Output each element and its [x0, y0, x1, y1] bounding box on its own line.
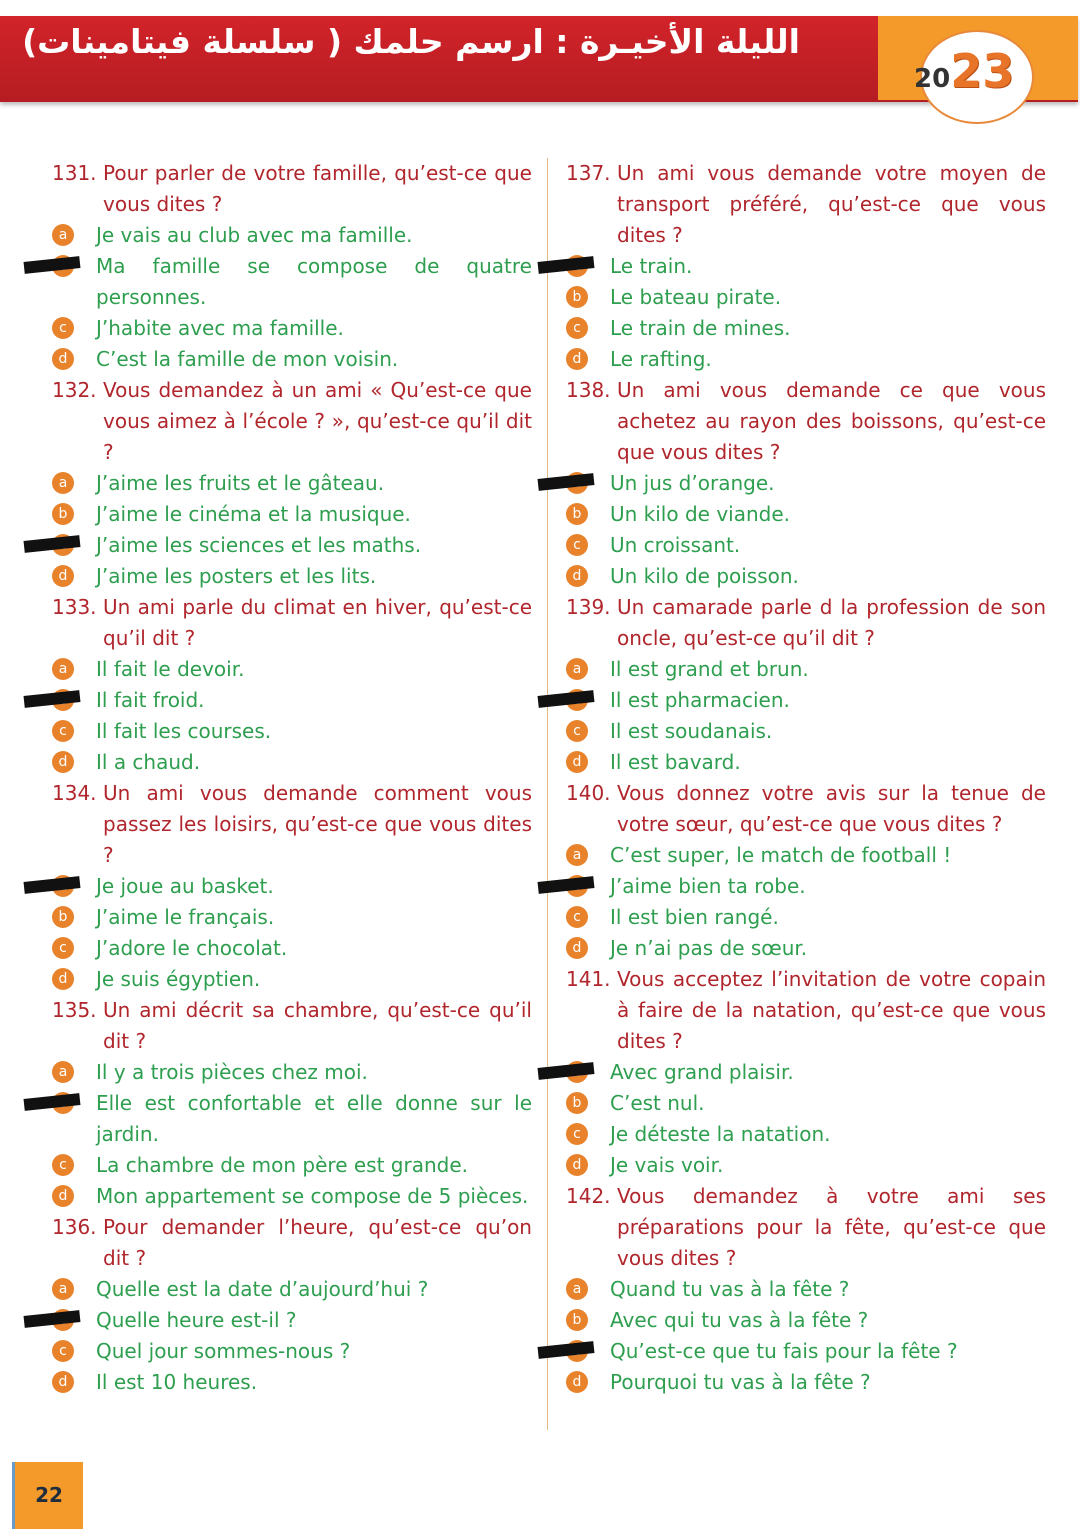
option-letter-badge: a — [52, 658, 74, 680]
option-text: C’est nul. — [610, 1091, 705, 1115]
option-text: La chambre de mon père est grande. — [96, 1153, 468, 1177]
option-text: Il fait froid. — [96, 688, 205, 712]
option-text: Un croissant. — [610, 533, 741, 557]
answer-option[interactable] — [566, 282, 1046, 313]
option-text: Le bateau pirate. — [610, 285, 782, 309]
option-letter-badge: a — [52, 472, 74, 494]
question-text: Vous demandez à un ami « Qu’est-ce que vous aimez à l’école ? », qu’est-ce qu’il dit ? — [103, 378, 532, 464]
option-letter-badge: d — [566, 937, 588, 959]
question — [566, 964, 1046, 1057]
answer-option[interactable] — [566, 1057, 1046, 1088]
answer-option[interactable] — [52, 747, 532, 778]
option-text: Il est soudanais. — [610, 719, 773, 743]
option-text: Je vais au club avec ma famille. — [96, 223, 413, 247]
answer-option[interactable] — [566, 840, 1046, 871]
page-number: 22 — [12, 1462, 83, 1529]
answer-option[interactable] — [566, 344, 1046, 375]
question-number: 140. — [566, 781, 611, 805]
question-number: 131. — [52, 161, 97, 185]
option-text: Ma famille se compose de quatre personnes. — [96, 254, 532, 309]
question — [52, 375, 532, 468]
option-text: Il est bien rangé. — [610, 905, 779, 929]
option-text: J’habite avec ma famille. — [96, 316, 344, 340]
question-number: 132. — [52, 378, 97, 402]
answer-option[interactable] — [52, 654, 532, 685]
answer-option[interactable] — [52, 468, 532, 499]
answer-option[interactable] — [566, 251, 1046, 282]
answer-option[interactable] — [52, 716, 532, 747]
option-text: Il est pharmacien. — [610, 688, 790, 712]
option-letter-badge: d — [566, 1154, 588, 1176]
answer-option[interactable] — [52, 902, 532, 933]
question-number: 134. — [52, 781, 97, 805]
answer-option[interactable] — [566, 902, 1046, 933]
question-text: Un ami parle du climat en hiver, qu’est-ce qu’il dit ? — [103, 595, 532, 650]
option-text: Il est bavard. — [610, 750, 741, 774]
option-text: C’est super, le match de football ! — [610, 843, 952, 867]
option-text: J’aime le français. — [96, 905, 275, 929]
left-question-column — [52, 158, 532, 1398]
question-text: Vous demandez à votre ami ses préparations pour la fête, qu’est-ce que vous dites ? — [617, 1184, 1046, 1270]
option-text: Le train. — [610, 254, 693, 278]
answer-option[interactable] — [566, 561, 1046, 592]
option-text: Un kilo de viande. — [610, 502, 790, 526]
answer-option[interactable] — [52, 1088, 532, 1150]
year-prefix: 20 — [914, 64, 951, 94]
year-label — [914, 44, 1014, 98]
answer-option[interactable] — [52, 220, 532, 251]
option-letter-badge: d — [566, 751, 588, 773]
answer-option[interactable] — [566, 654, 1046, 685]
question-number: 139. — [566, 595, 611, 619]
option-letter-badge: c — [52, 937, 74, 959]
option-letter-badge: b — [52, 503, 74, 525]
option-text: Il a chaud. — [96, 750, 201, 774]
answer-option[interactable] — [52, 933, 532, 964]
option-text: Il y a trois pièces chez moi. — [96, 1060, 368, 1084]
option-letter-badge: a — [566, 1278, 588, 1300]
answer-option[interactable] — [566, 1119, 1046, 1150]
option-letter-badge: d — [566, 348, 588, 370]
option-letter-badge: c — [566, 317, 588, 339]
question-number: 136. — [52, 1215, 97, 1239]
question — [566, 375, 1046, 468]
option-letter-badge: c — [566, 720, 588, 742]
answer-option[interactable] — [566, 1336, 1046, 1367]
question — [52, 778, 532, 871]
answer-option[interactable] — [566, 1150, 1046, 1181]
option-letter-badge: b — [566, 1309, 588, 1331]
option-text: Il fait les courses. — [96, 719, 272, 743]
question — [52, 995, 532, 1057]
option-text: Avec grand plaisir. — [610, 1060, 794, 1084]
option-letter-badge: d — [566, 565, 588, 587]
question — [52, 592, 532, 654]
option-letter-badge: c — [566, 906, 588, 928]
question-text: Vous donnez votre avis sur la tenue de votre sœur, qu’est-ce que vous dites ? — [617, 781, 1046, 836]
answer-option[interactable] — [566, 1088, 1046, 1119]
option-text: J’aime les sciences et les maths. — [96, 533, 422, 557]
option-text: Quand tu vas à la fête ? — [610, 1277, 850, 1301]
option-letter-badge: d — [52, 348, 74, 370]
option-text: Il est grand et brun. — [610, 657, 809, 681]
option-letter-badge: d — [52, 1185, 74, 1207]
question-text: Un ami vous demande comment vous passez les loisirs, qu’est-ce que vous dites ? — [103, 781, 532, 867]
option-letter-badge: b — [566, 286, 588, 308]
option-text: Je déteste la natation. — [610, 1122, 831, 1146]
question-number: 141. — [566, 967, 611, 991]
option-letter-badge: a — [566, 844, 588, 866]
answer-option[interactable] — [52, 1336, 532, 1367]
question-text: Un camarade parle d la profession de son oncle, qu’est-ce qu’il dit ? — [617, 595, 1046, 650]
answer-option[interactable] — [566, 933, 1046, 964]
question-number: 133. — [52, 595, 97, 619]
question-text: Un ami vous demande votre moyen de transport préféré, qu’est-ce que vous dites ? — [617, 161, 1046, 247]
option-text: Je suis égyptien. — [96, 967, 261, 991]
option-letter-badge: b — [566, 1092, 588, 1114]
answer-option[interactable] — [566, 530, 1046, 561]
option-text: J’aime bien ta robe. — [610, 874, 806, 898]
option-text: Je n’ai pas de sœur. — [610, 936, 808, 960]
option-letter-badge: a — [52, 1278, 74, 1300]
option-letter-badge: d — [52, 968, 74, 990]
answer-option[interactable] — [52, 1305, 532, 1336]
option-text: Je joue au basket. — [96, 874, 274, 898]
answer-option[interactable] — [52, 964, 532, 995]
option-letter-badge: c — [52, 317, 74, 339]
question-text: Un ami décrit sa chambre, qu’est-ce qu’il dit ? — [103, 998, 532, 1053]
question — [566, 778, 1046, 840]
column-divider — [547, 158, 548, 1430]
answer-option[interactable] — [566, 499, 1046, 530]
question — [566, 1181, 1046, 1274]
answer-option[interactable] — [52, 313, 532, 344]
option-text: J’aime le cinéma et la musique. — [96, 502, 411, 526]
question-text: Pour parler de votre famille, qu’est-ce que vous dites ? — [103, 161, 532, 216]
question-text: Pour demander l’heure, qu’est-ce qu’on dit ? — [103, 1215, 532, 1270]
option-text: J’aime les fruits et le gâteau. — [96, 471, 385, 495]
answer-option[interactable] — [566, 313, 1046, 344]
question-number: 138. — [566, 378, 611, 402]
right-question-column — [566, 158, 1046, 1398]
option-text: Qu’est-ce que tu fais pour la fête ? — [610, 1339, 958, 1363]
answer-option[interactable] — [566, 1274, 1046, 1305]
option-letter-badge: c — [566, 534, 588, 556]
question-number: 137. — [566, 161, 611, 185]
question-text: Un ami vous demande ce que vous achetez au rayon des boissons, qu’est-ce que vous dites ? — [617, 378, 1046, 464]
answer-option[interactable] — [566, 716, 1046, 747]
option-text: Quelle est la date d’aujourd’hui ? — [96, 1277, 429, 1301]
option-letter-badge: a — [52, 1061, 74, 1083]
answer-option[interactable] — [52, 1057, 532, 1088]
option-text: C’est la famille de mon voisin. — [96, 347, 399, 371]
option-letter-badge: c — [566, 1123, 588, 1145]
answer-option[interactable] — [52, 1274, 532, 1305]
option-letter-badge: d — [52, 565, 74, 587]
answer-option[interactable] — [52, 530, 532, 561]
option-letter-badge: c — [52, 1154, 74, 1176]
option-text: Un kilo de poisson. — [610, 564, 799, 588]
answer-option[interactable] — [52, 344, 532, 375]
option-letter-badge: d — [566, 1371, 588, 1393]
year-suffix: 23 — [950, 44, 1015, 98]
question — [566, 158, 1046, 251]
option-text: Elle est confortable et elle donne sur le jardin. — [96, 1091, 532, 1146]
option-text: Pourquoi tu vas à la fête ? — [610, 1370, 871, 1394]
option-letter-badge: d — [52, 1371, 74, 1393]
question-text: Vous acceptez l’invitation de votre copain à faire de la natation, qu’est-ce que vous dites ? — [617, 967, 1046, 1053]
answer-option[interactable] — [566, 468, 1046, 499]
answer-option[interactable] — [52, 1181, 532, 1212]
option-letter-badge: a — [52, 224, 74, 246]
answer-option[interactable] — [566, 1305, 1046, 1336]
question — [52, 158, 532, 220]
answer-option[interactable] — [566, 747, 1046, 778]
answer-option[interactable] — [52, 685, 532, 716]
option-text: Quelle heure est-il ? — [96, 1308, 297, 1332]
answer-option[interactable] — [566, 871, 1046, 902]
option-text: Mon appartement se compose de 5 pièces. — [96, 1184, 529, 1208]
option-text: Quel jour sommes-nous ? — [96, 1339, 351, 1363]
option-text: Je vais voir. — [610, 1153, 724, 1177]
question-number: 135. — [52, 998, 97, 1022]
answer-option[interactable] — [52, 1367, 532, 1398]
answer-option[interactable] — [52, 499, 532, 530]
option-text: Avec qui tu vas à la fête ? — [610, 1308, 869, 1332]
option-text: Le train de mines. — [610, 316, 791, 340]
option-text: J’aime les posters et les lits. — [96, 564, 377, 588]
page-title: الليلة الأخيـرة : ارسم حلمك ( سلسلة فيتامينات) — [22, 22, 800, 61]
answer-option[interactable] — [566, 1367, 1046, 1398]
answer-option[interactable] — [52, 871, 532, 902]
option-letter-badge: c — [52, 720, 74, 742]
question-number: 142. — [566, 1184, 611, 1208]
option-letter-badge: b — [566, 503, 588, 525]
option-text: Le rafting. — [610, 347, 712, 371]
answer-option[interactable] — [566, 685, 1046, 716]
option-letter-badge: d — [52, 751, 74, 773]
option-text: Il fait le devoir. — [96, 657, 245, 681]
option-letter-badge: a — [566, 658, 588, 680]
option-letter-badge: b — [52, 906, 74, 928]
option-text: Un jus d’orange. — [610, 471, 775, 495]
answer-option[interactable] — [52, 561, 532, 592]
option-text: J’adore le chocolat. — [96, 936, 288, 960]
option-text: Il est 10 heures. — [96, 1370, 258, 1394]
question — [52, 1212, 532, 1274]
option-letter-badge: c — [52, 1340, 74, 1362]
answer-option[interactable] — [52, 251, 532, 313]
question — [566, 592, 1046, 654]
answer-option[interactable] — [52, 1150, 532, 1181]
